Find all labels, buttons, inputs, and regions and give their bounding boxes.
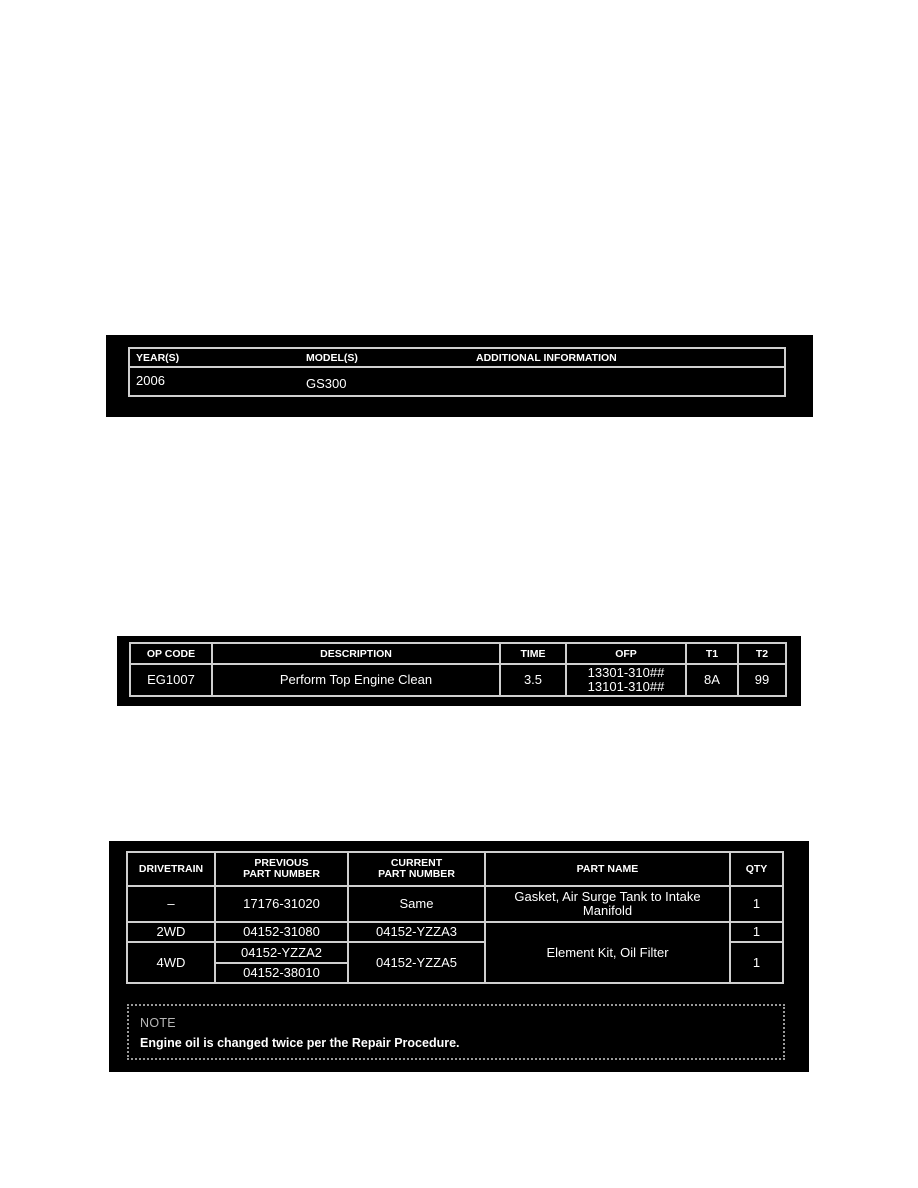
previous-part-number: 04152-31080 [215,922,348,942]
part-name-line2: Manifold [582,903,633,918]
header-current-line2: PART NUMBER [378,868,455,880]
header-op-code: OP CODE [130,643,212,664]
ofp-value-line2: 13101-310## [587,679,665,694]
note-title: NOTE [140,1016,176,1030]
parts-information-panel [109,841,809,1072]
header-drivetrain: DRIVETRAIN [127,852,215,886]
part-name-line1: Gasket, Air Surge Tank to Intake [514,889,701,904]
part-name [485,886,730,922]
drivetrain-value: 2WD [127,922,215,942]
previous-part-number: 04152-YZZA2 [215,942,348,963]
current-part-number: 04152-YZZA5 [348,942,485,983]
t1-value: 8A [686,664,738,696]
header-description: DESCRIPTION [212,643,500,664]
header-current-part-number [348,852,485,886]
warranty-opcode-panel [117,636,801,706]
applicability-header-row [130,349,784,368]
header-previous-line1: PREVIOUS [254,857,309,869]
header-previous-part-number [215,852,348,886]
header-ofp: OFP [566,643,686,664]
op-code-value: EG1007 [130,664,212,696]
ofp-value-line1: 13301-310## [587,665,665,680]
header-previous-line2: PART NUMBER [243,868,320,880]
qty-value: 1 [730,886,783,922]
value-model: GS300 [306,376,347,391]
note-box [127,1004,785,1060]
previous-part-number: 04152-38010 [215,963,348,983]
header-years: YEAR(S) [136,352,180,364]
header-time: TIME [500,643,566,664]
parts-row-gasket [127,886,783,922]
qty-value: 1 [730,942,783,983]
header-additional-information: ADDITIONAL INFORMATION [476,352,617,364]
header-current-line1: CURRENT [390,857,443,869]
drivetrain-value: – [127,886,215,922]
ofp-value [566,664,686,696]
current-part-number: Same [348,886,485,922]
description-value: Perform Top Engine Clean [212,664,500,696]
current-part-number: 04152-YZZA3 [348,922,485,942]
part-name-oil-filter: Element Kit, Oil Filter [485,922,730,983]
parts-row-2wd [127,922,783,942]
applicability-panel [106,335,813,417]
header-qty: QTY [730,852,783,886]
qty-value: 1 [730,922,783,942]
opcode-header-row [130,643,786,664]
parts-header-row [127,852,783,886]
header-models: MODEL(S) [306,352,358,364]
header-t1: T1 [686,643,738,664]
applicability-table [128,347,786,397]
opcode-row [130,664,786,696]
drivetrain-value: 4WD [127,942,215,983]
note-text: Engine oil is changed twice per the Repair Procedure. [140,1036,460,1050]
time-value: 3.5 [500,664,566,696]
value-year: 2006 [136,373,165,388]
parts-table [126,851,784,984]
previous-part-number: 17176-31020 [215,886,348,922]
t2-value: 99 [738,664,786,696]
warranty-opcode-table [129,642,787,697]
header-part-name: PART NAME [485,852,730,886]
header-t2: T2 [738,643,786,664]
